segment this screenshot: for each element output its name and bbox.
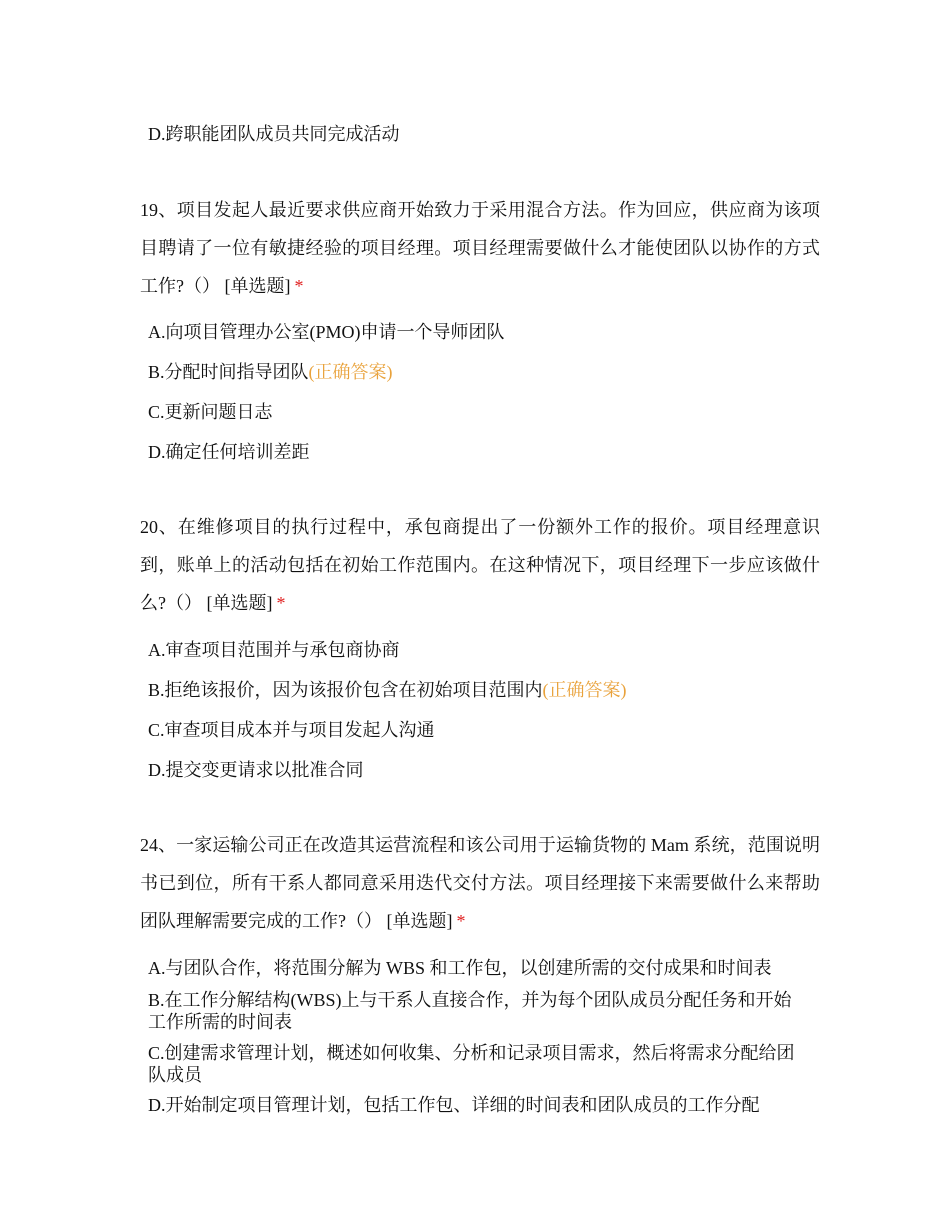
- question-24: [140, 826, 820, 940]
- question-24-type: [单选题]: [386, 911, 453, 931]
- q19-option-b: B.分配时间指导团队(正确答案): [148, 362, 393, 382]
- required-marker: *: [294, 276, 304, 296]
- q20-option-c: C.审查项目成本并与项目发起人沟通: [148, 720, 435, 740]
- required-marker: *: [456, 911, 466, 931]
- q24-option-d: D.开始制定项目管理计划，包括工作包、详细的时间表和团队成员的工作分配: [148, 1095, 760, 1115]
- question-20-type: [单选题]: [206, 593, 273, 613]
- q24-option-a: A.与团队合作，将范围分解为 WBS 和工作包，以创建所需的交付成果和时间表: [148, 958, 772, 978]
- question-19-type: [单选题]: [224, 276, 291, 296]
- q19-option-c: C.更新问题日志: [148, 402, 273, 422]
- correct-answer-tag: (正确答案): [542, 680, 627, 700]
- q18-option-d: D.跨职能团队成员共同完成活动: [148, 124, 400, 144]
- question-24-text: 24、一家运输公司正在改造其运营流程和该公司用于运输货物的 Mam 系统，范围说明书已到位，所有干系人都同意采用迭代交付方法。项目经理接下来需要做什么来帮助团队理解需要完成的工作?（）: [140, 835, 820, 931]
- q24-option-b: B.在工作分解结构(WBS)上与干系人直接合作，并为每个团队成员分配任务和开始工作所需的时间表: [148, 990, 792, 1032]
- q19-option-d: D.确定任何培训差距: [148, 442, 310, 462]
- q20-option-a: A.审查项目范围并与承包商协商: [148, 640, 400, 660]
- required-marker: *: [276, 593, 286, 613]
- q19-option-a: A.向项目管理办公室(PMO)申请一个导师团队: [148, 322, 505, 342]
- question-20-text: 20、在维修项目的执行过程中，承包商提出了一份额外工作的报价。项目经理意识到，账单上的活动包括在初始工作范围内。在这种情况下，项目经理下一步应该做什么?（）: [140, 517, 820, 613]
- q24-option-c: C.创建需求管理计划，概述如何收集、分析和记录项目需求，然后将需求分配给团队成员: [148, 1043, 795, 1085]
- question-20: [140, 508, 820, 622]
- q20-option-d: D.提交变更请求以批准合同: [148, 760, 364, 780]
- question-19: [140, 191, 820, 305]
- question-19-text: 19、项目发起人最近要求供应商开始致力于采用混合方法。作为回应，供应商为该项目聘请了一位有敏捷经验的项目经理。项目经理需要做什么才能使团队以协作的方式工作?（）: [140, 200, 820, 296]
- correct-answer-tag: (正确答案): [308, 362, 393, 382]
- q20-option-b: B.拒绝该报价，因为该报价包含在初始项目范围内(正确答案): [148, 680, 627, 700]
